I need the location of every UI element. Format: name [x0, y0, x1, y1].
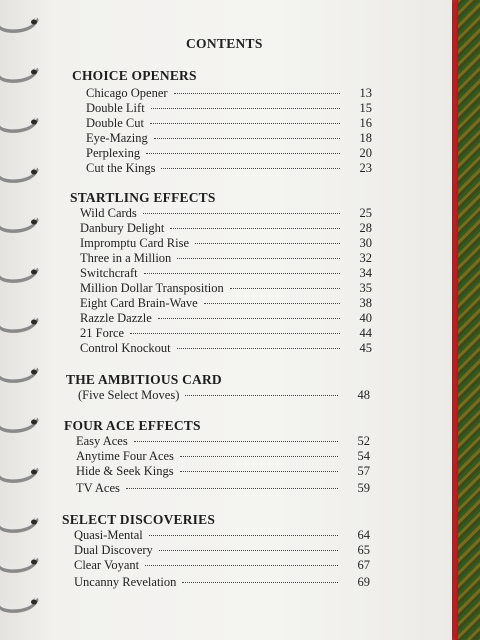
dot-leader [195, 243, 340, 244]
page-number: 44 [359, 326, 372, 340]
entry-title: Anytime Four Aces [76, 449, 174, 463]
entry-title: Hide & Seek Kings [76, 464, 174, 478]
dot-leader [154, 138, 340, 139]
page-number: 32 [359, 251, 372, 265]
page-number: 18 [359, 131, 372, 145]
page-number: 57 [357, 464, 370, 478]
toc-entry [80, 221, 372, 236]
page-number: 45 [359, 341, 372, 355]
dot-leader [170, 228, 340, 229]
toc-entry [86, 86, 372, 101]
binding-ring [0, 212, 40, 234]
binding-ring [0, 12, 40, 34]
dot-leader [185, 395, 338, 396]
entry-title: Quasi-Mental [74, 528, 143, 542]
dot-leader [149, 535, 338, 536]
toc-entry [74, 528, 370, 543]
toc-entry [80, 296, 372, 311]
dot-leader [134, 441, 338, 442]
page-number: 54 [357, 449, 370, 463]
toc-entry [80, 326, 372, 341]
toc-entry [86, 131, 372, 146]
dot-leader [177, 348, 340, 349]
page-number: 52 [357, 434, 370, 448]
entry-title: Impromptu Card Rise [80, 236, 190, 250]
page-number: 48 [357, 388, 370, 402]
dot-leader [150, 123, 340, 124]
binding-ring [0, 552, 40, 574]
entry-title: (Five Select Moves) [78, 388, 180, 402]
page-title: CONTENTS [186, 36, 263, 51]
binding-ring [0, 262, 40, 284]
entry-title: TV Aces [76, 481, 120, 495]
dot-leader [143, 213, 340, 214]
toc-entry [80, 281, 372, 296]
dot-leader [151, 108, 340, 109]
binding-ring [0, 312, 40, 334]
toc-entry [80, 251, 372, 266]
entry-title: Dual Discovery [74, 543, 153, 557]
page-number: 64 [357, 528, 370, 542]
entry-title: Clear Voyant [74, 558, 140, 572]
toc-entry [76, 464, 370, 479]
section-heading: THE AMBITIOUS CARD [66, 372, 222, 387]
dot-leader [204, 303, 340, 304]
entry-title: Danbury Delight [80, 221, 165, 235]
toc-entry [86, 101, 372, 116]
page-number: 23 [359, 161, 372, 175]
page-number: 65 [357, 543, 370, 557]
page-number: 28 [359, 221, 372, 235]
binding-ring [0, 62, 40, 84]
section-heading: FOUR ACE EFFECTS [64, 418, 201, 433]
page-number: 59 [357, 481, 370, 495]
page-number: 16 [359, 116, 372, 130]
section-heading: SELECT DISCOVERIES [62, 512, 216, 527]
dot-leader [180, 456, 338, 457]
entry-title: Uncanny Revelation [74, 575, 177, 589]
dot-leader [174, 93, 340, 94]
toc-entry [74, 575, 370, 590]
entry-title: Double Cut [86, 116, 144, 130]
toc-entry [80, 266, 372, 281]
page-number: 38 [359, 296, 372, 310]
page-number: 34 [359, 266, 372, 280]
binding-ring [0, 462, 40, 484]
toc-entry [80, 311, 372, 326]
binding-ring [0, 112, 40, 134]
section-heading: CHOICE OPENERS [72, 68, 197, 83]
entry-title: Perplexing [86, 146, 141, 160]
entry-title: Double Lift [86, 101, 145, 115]
binding-ring [0, 362, 40, 384]
dot-leader [130, 333, 340, 334]
dot-leader [180, 471, 338, 472]
dot-leader [146, 153, 340, 154]
dot-leader [161, 168, 340, 169]
binding-ring [0, 162, 40, 184]
entry-title: Switchcraft [80, 266, 138, 280]
entry-title: Million Dollar Transposition [80, 281, 224, 295]
dot-leader [177, 258, 340, 259]
entry-title: Control Knockout [80, 341, 171, 355]
toc-entry [78, 388, 370, 403]
binding-ring [0, 512, 40, 534]
binding-ring [0, 412, 40, 434]
dot-leader [230, 288, 340, 289]
binding-ring [0, 592, 40, 614]
page-number: 69 [357, 575, 370, 589]
page-number: 25 [359, 206, 372, 220]
toc-entry [76, 449, 370, 464]
dot-leader [159, 550, 338, 551]
page-number: 30 [359, 236, 372, 250]
entry-title: Wild Cards [80, 206, 137, 220]
page-number: 15 [359, 101, 372, 115]
page-number: 67 [357, 558, 370, 572]
toc-entry [86, 116, 372, 131]
entry-title: 21 Force [80, 326, 125, 340]
toc-entry [76, 434, 370, 449]
entry-title: Razzle Dazzle [80, 311, 152, 325]
toc-entry [80, 206, 372, 221]
page-number: 20 [359, 146, 372, 160]
toc-entry [74, 543, 370, 558]
page-number: 35 [359, 281, 372, 295]
toc-entry [74, 558, 370, 573]
entry-title: Eye-Mazing [86, 131, 148, 145]
section-heading: STARTLING EFFECTS [70, 190, 216, 205]
entry-title: Cut the Kings [86, 161, 156, 175]
dot-leader [145, 565, 338, 566]
page-number: 13 [359, 86, 372, 100]
toc-entry [80, 236, 372, 251]
dot-leader [182, 582, 338, 583]
dot-leader [158, 318, 340, 319]
entry-title: Three in a Million [80, 251, 172, 265]
entry-title: Easy Aces [76, 434, 128, 448]
dot-leader [144, 273, 340, 274]
page-number: 40 [359, 311, 372, 325]
entry-title: Eight Card Brain-Wave [80, 296, 198, 310]
toc-entry [76, 481, 370, 496]
entry-title: Chicago Opener [86, 86, 168, 100]
toc-entry [86, 146, 372, 161]
toc-entry [80, 341, 372, 356]
dot-leader [126, 488, 338, 489]
toc-entry [86, 161, 372, 176]
